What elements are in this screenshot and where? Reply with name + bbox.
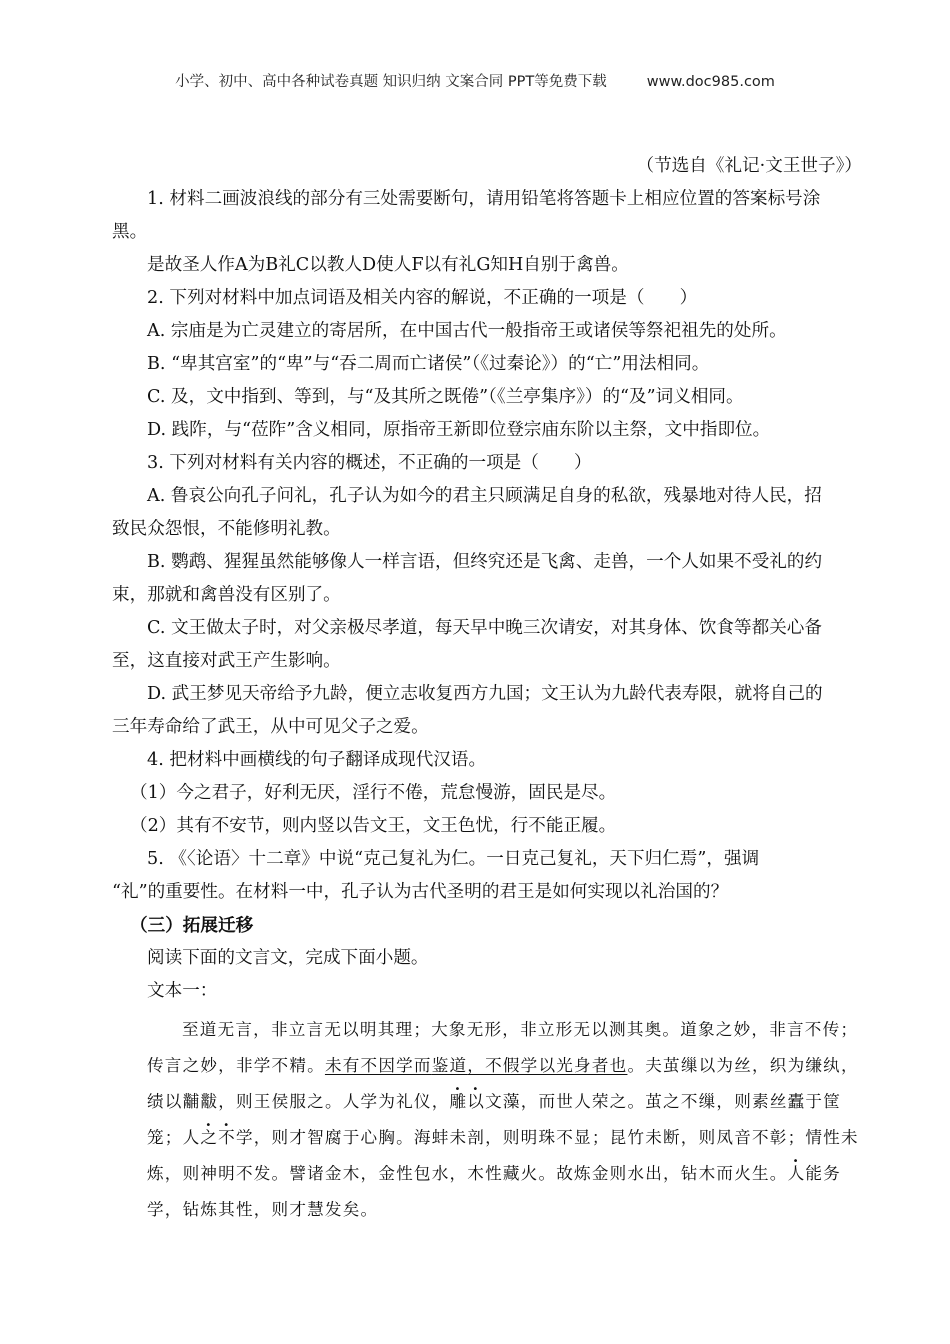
question-3-option-c-line-1: C. 文王做太子时，对父亲极尽孝道，每天早中晚三次请安，对其身体、饮食等都关心备 xyxy=(147,618,822,638)
question-3-option-b-line-1: B. 鹦鹉、猩猩虽然能够像人一样言语，但终究还是飞禽、走兽，一个人如果不受礼的约 xyxy=(147,552,823,572)
header-title: 小学、初中、高中各种试卷真题 知识归纳 文案合同 PPT等免费下载 xyxy=(175,74,607,90)
underlined-sentence-part-2: ，不假学以光身者也 xyxy=(467,1056,628,1075)
question-3-option-a-line-2: 致民众怨恨，不能修明礼教。 xyxy=(112,519,341,539)
passage-line-1: 至道无言，非立言无以明其理；大象无形，非立形无以测其奥。道象之妙，非言不传； xyxy=(182,1020,859,1039)
dotted-char: 黼 xyxy=(182,1092,201,1111)
question-4-sentence-1: （1）今之君子，好利无厌，淫行不倦，荒怠慢游，固民是尽。 xyxy=(130,783,617,803)
passage-line-2-start: 传言之妙，非学不精。 xyxy=(147,1056,325,1075)
question-3-option-d-line-1: D. 武王梦见天帝给予九龄，便立志收复西方九国；文王认为九龄代表寿限，就将自己的 xyxy=(147,684,823,704)
passage-line-6: 学，钻炼其性，则才慧发矣。 xyxy=(147,1200,379,1219)
question-3-option-d-line-2: 三年寿命给了武王，从中可见父子之爱。 xyxy=(112,717,429,737)
question-5-line-2: “礼”的重要性。在材料一中，孔子认为古代圣明的君王是如何实现以礼治国的？ xyxy=(112,882,729,902)
dotted-word-fufu xyxy=(183,1092,219,1111)
question-2-option-b: B. “卑其宫室”的“卑”与“吞二周而亡诸侯”（《过秦论》）的“亡”用法相同。 xyxy=(147,354,710,374)
document-body xyxy=(112,150,862,1228)
passage-line-3 xyxy=(112,1084,862,1120)
passage-line-4-start: 笼；人之不学，则才智腐于心胸。海蚌未剖，则明珠不显；昆竹未断，则凤音不 xyxy=(147,1128,770,1147)
source-citation: （节选自《礼记·文王世子》） xyxy=(636,156,862,176)
section-instruction: 阅读下面的文言文，完成下面小题。 xyxy=(147,948,429,968)
section-heading: （三）拓展迁移 xyxy=(130,915,254,936)
passage-line-2-end: 。夫茧缫以为丝，织为缣纨， xyxy=(627,1056,859,1075)
classical-passage xyxy=(112,1012,862,1228)
question-1-line-2: 黑。 xyxy=(112,222,148,242)
question-4-sentence-2: （2）其有不安节，则内竖以告文王，文王色忧，行不能正履。 xyxy=(130,816,617,836)
passage-line-5: 炼，则神明不发。譬诸金木，金性包水，木性藏火。故炼金则水出，钻木而火生。人能务 xyxy=(147,1164,841,1183)
question-2-stem: 2. 下列对材料中加点词语及相关内容的解说，不正确的一项是（ ） xyxy=(147,288,698,308)
passage-line-4-end: ；情性未 xyxy=(787,1128,859,1147)
page-header xyxy=(0,70,950,91)
question-3-option-b-line-2: 束，那就和禽兽没有区别了。 xyxy=(112,585,341,605)
dotted-word-diaoyiwenzao: 雕以文藻 xyxy=(449,1092,521,1111)
question-3-option-c-line-2: 至，这直接对武王产生影响。 xyxy=(112,651,341,671)
question-3-stem: 3. 下列对材料有关内容的概述，不正确的一项是（ ） xyxy=(147,453,592,473)
underlined-sentence-part-1: 未有不因学而 xyxy=(324,1056,432,1075)
passage-line-2 xyxy=(112,1048,862,1084)
header-site-link[interactable]: www.doc985.com xyxy=(646,74,775,90)
question-5-line-1: 5. 《〈论语〉十二章》中说“克己复礼为仁。一日克己复礼，天下归仁焉”，强调 xyxy=(147,849,760,869)
question-2-option-c: C. 及，文中指到、等到，与“及其所之既倦”（《兰亭集序》）的“及”词义相同。 xyxy=(147,387,744,407)
dotted-word-zhang: 彰 xyxy=(769,1128,788,1147)
question-1-sentence: 是故圣人作A为B礼C以教人D使人F以有礼G知H自别于禽兽。 xyxy=(147,255,629,275)
dotted-word-jiandao xyxy=(432,1056,468,1075)
dotted-char: 鉴 xyxy=(431,1056,450,1075)
question-4-stem: 4. 把材料中画横线的句子翻译成现代汉语。 xyxy=(147,750,487,770)
dotted-char: 道 xyxy=(449,1056,468,1075)
passage-line-3-start: 绩以 xyxy=(147,1092,183,1111)
question-1-line-1: 1. 材料二画波浪线的部分有三处需要断句，请用铅笔将答题卡上相应位置的答案标号涂 xyxy=(147,189,821,209)
text-one-label: 文本一： xyxy=(147,981,218,1001)
passage-line-3-end: ，而世人荣之。茧之不缫，则素丝蠹于筐 xyxy=(520,1092,841,1111)
dotted-char: 黻 xyxy=(200,1092,219,1111)
question-3-option-a-line-1: A. 鲁哀公向孔子问礼，孔子认为如今的君主只顾满足自身的私欲，残暴地对待人民，招 xyxy=(147,486,822,506)
passage-line-3-mid: ，则王侯服之。人学为礼仪， xyxy=(218,1092,450,1111)
question-2-option-d: D. 践阼，与“莅阼”含义相同，原指帝王新即位登宗庙东阶以主祭，文中指即位。 xyxy=(147,420,771,440)
question-2-option-a: A. 宗庙是为亡灵建立的寄居所，在中国古代一般指帝王或诸侯等祭祀祖先的处所。 xyxy=(147,321,787,341)
